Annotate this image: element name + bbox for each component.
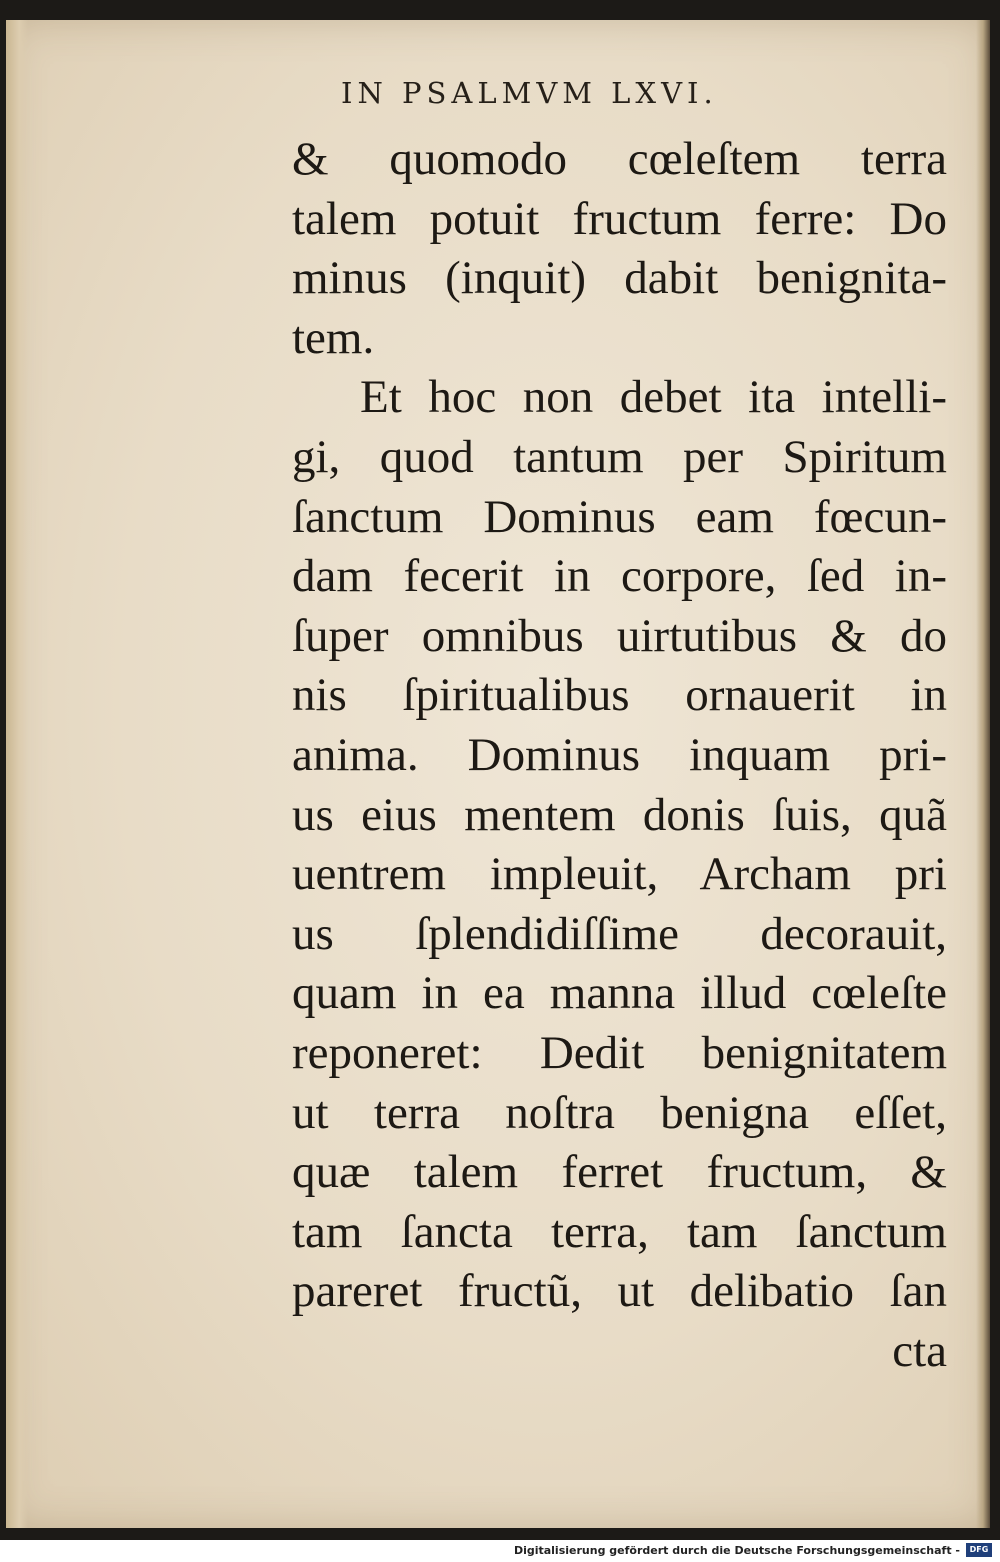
text-line: ſanctum Dominus eam fœcun- [292, 490, 947, 543]
text-line: dam fecerit in corpore, ſed in- [292, 550, 947, 603]
dfg-logo: DFG [966, 1543, 992, 1557]
text-line: nis ſpiritualibus ornauerit in [292, 669, 947, 722]
text-line: tam ſancta terra, tam ſanctum [292, 1205, 947, 1258]
running-head: IN PSALMVM LXVI. [341, 76, 718, 110]
text-line: uentrem impleuit, Archam pri [292, 848, 947, 901]
text-line: Et hoc non debet ita intelli- [360, 371, 947, 424]
text-line: tem. [292, 311, 375, 364]
text-line: talem potuit fructum ferre: Do [292, 192, 947, 245]
text-line: quam in ea manna illud cœleſte [292, 967, 947, 1020]
text-line: quæ talem ferret fructum, & [292, 1146, 947, 1199]
book-page [6, 20, 990, 1528]
page-fore-edge [976, 20, 990, 1528]
text-line: & quomodo cœleſtem terra [292, 133, 947, 185]
text-line: reponeret: Dedit benignitatem [292, 1026, 947, 1079]
text-line: gi, quod tantum per Spiritum [292, 430, 947, 483]
digitization-footer [0, 1540, 1000, 1562]
text-line: us eius mentem donis ſuis, quã [292, 788, 947, 841]
text-line: us ſplendidiſſime decorauit, [292, 907, 947, 960]
text-line: ut terra noſtra benigna eſſet, [292, 1086, 947, 1139]
text-line: ſuper omnibus uirtutibus & do [292, 609, 947, 662]
catchword: cta [892, 1324, 947, 1377]
text-line: minus (inquit) dabit benignita- [292, 252, 947, 305]
funding-credit: Digitalisierung gefördert durch die Deutsche Forschungsgemeinschaft - [513, 1544, 960, 1557]
text-line: anima. Dominus inquam pri- [292, 728, 947, 781]
text-line: pareret fructũ, ut delibatio ſan [292, 1265, 947, 1318]
body-text [292, 130, 947, 1381]
page-gutter-edge [6, 20, 28, 1528]
